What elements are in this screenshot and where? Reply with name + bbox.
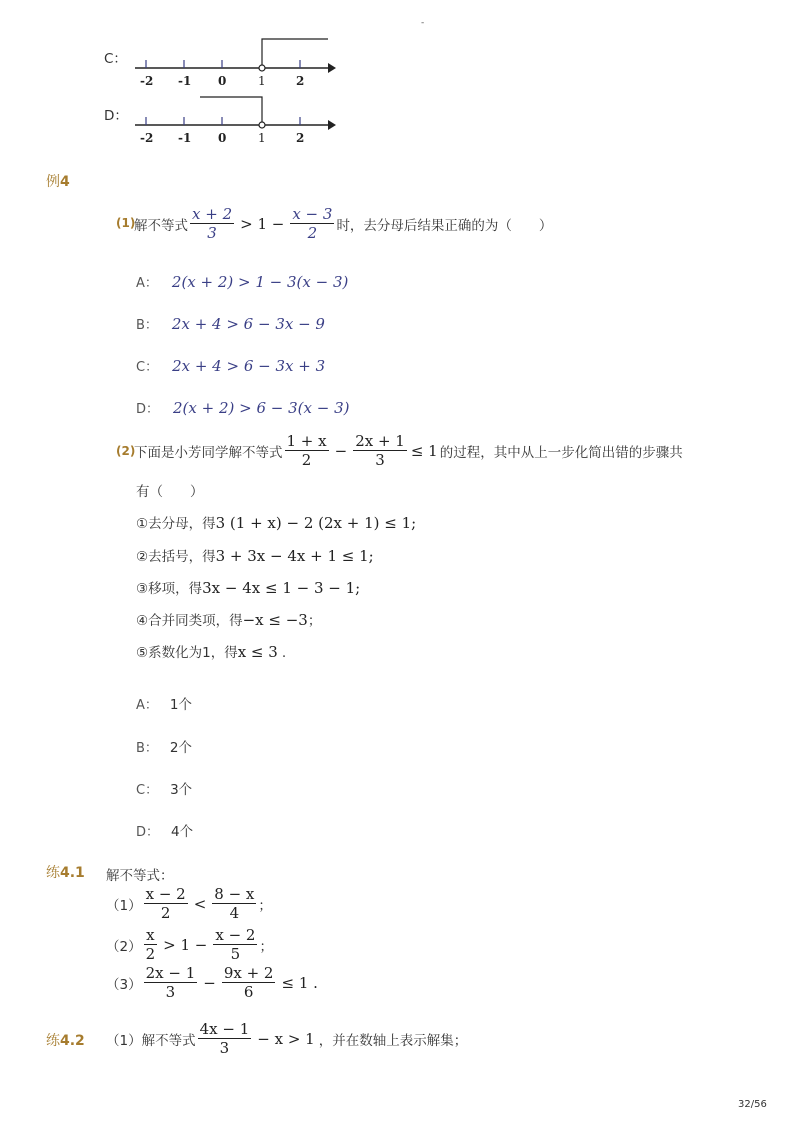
option-letter: B：	[136, 318, 158, 333]
step-math: 3 + 3x − 4x + 1 ≤ 1;	[215, 547, 374, 565]
step-text: ①去分母，得	[136, 516, 216, 532]
denominator: 4	[229, 904, 240, 922]
item-index: （1）	[106, 1032, 142, 1049]
denominator: 3	[219, 1039, 230, 1057]
option-text: 2个	[169, 740, 193, 756]
q2-tail: 的过程，其中从上一步化简出错的步骤共	[439, 444, 683, 461]
practice-4-1-title: 解不等式：	[106, 868, 174, 884]
tag-number: 4.1	[60, 865, 85, 881]
numerator: 4x − 1	[199, 1020, 250, 1038]
practice-4-1-item-1	[106, 885, 272, 922]
numerator: x	[144, 926, 158, 945]
page-number: 32/56	[738, 1099, 767, 1110]
denominator: 6	[243, 983, 254, 1001]
denominator: 2	[160, 904, 171, 922]
option-text: 1个	[169, 697, 192, 713]
step-text: ⑤系数化为1，得	[136, 645, 238, 661]
q2-option-c	[136, 778, 192, 798]
arrow-head	[328, 63, 336, 73]
option-letter: D：	[136, 825, 160, 840]
option-text: 2(x + 2) > 6 − 3(x − 3)	[173, 399, 350, 417]
q2-line-2: 有（ ）	[136, 484, 204, 500]
step-math: −x ≤ −3	[242, 611, 308, 629]
q2-minus: −	[334, 441, 348, 460]
numerator: x − 2	[145, 885, 186, 903]
practice-4-1-heading	[46, 862, 85, 882]
q2-frac-1	[285, 432, 329, 469]
numerator: 2x − 1	[145, 964, 196, 982]
q2-step-4	[136, 609, 321, 629]
step-text: ④合并同类项，得	[136, 613, 243, 629]
tag-prefix: 例	[46, 174, 60, 190]
practice-4-1-item-2	[106, 926, 273, 963]
q1-option-b	[136, 314, 325, 333]
numerator: x + 2	[192, 205, 233, 223]
option-letter: A：	[136, 698, 158, 713]
option-letter: D：	[136, 402, 160, 417]
step-after: ；	[307, 613, 322, 629]
tick-label: -1	[178, 131, 192, 145]
step-math: 3x − 4x ≤ 1 − 3 − 1;	[202, 579, 361, 597]
question-number: (1)	[116, 216, 136, 230]
frac-b	[212, 885, 256, 922]
tag-number: 4	[60, 174, 70, 190]
practice-4-1-item-3	[106, 964, 318, 1001]
tick-label: -2	[140, 74, 154, 88]
tag-number: 4.2	[60, 1033, 85, 1049]
q2-lead: 下面是小芳同学解不等式	[134, 444, 283, 461]
practice-4-2-item-1	[106, 1020, 467, 1057]
q2-frac-2	[353, 432, 407, 469]
frac-b	[213, 926, 257, 963]
q1-tail: 时，去分母后结果正确的为（ ）	[336, 217, 553, 234]
item-tail: ，并在数轴上表示解集；	[318, 1032, 468, 1049]
denominator: 2	[307, 224, 318, 242]
denominator: 3	[207, 224, 217, 242]
option-letter: B：	[136, 741, 158, 756]
option-letter: A：	[136, 276, 158, 291]
tick-label: 0	[218, 74, 227, 88]
tick-label: 1	[258, 74, 266, 88]
question-2-stem	[134, 432, 683, 469]
option-text: 2(x + 2) > 1 − 3(x − 3)	[171, 273, 349, 291]
frac-b	[222, 964, 276, 1001]
arrow-head	[328, 120, 336, 130]
numerator: x − 3	[292, 205, 333, 223]
top-mark: -	[421, 18, 425, 28]
frac-a	[144, 964, 198, 1001]
step-text: ③移项，得	[136, 581, 203, 597]
denominator: 3	[165, 983, 176, 1001]
item-end: ；	[259, 938, 273, 955]
q1-frac-1	[190, 205, 234, 242]
numerator: 1 + x	[286, 432, 327, 450]
item-index: （2）	[106, 938, 142, 955]
frac-a	[144, 926, 158, 963]
option-d-label: D：	[104, 108, 128, 124]
q1-option-c	[136, 356, 325, 375]
practice-4-2-heading	[46, 1030, 85, 1050]
question-1-stem	[134, 205, 552, 242]
example-4-heading	[46, 171, 70, 191]
q2-step-1	[136, 512, 416, 532]
q2-step-2	[136, 545, 374, 565]
option-text: 4个	[171, 824, 194, 840]
option-letter: C：	[136, 783, 159, 798]
number-line-d	[130, 88, 340, 153]
frac-a	[144, 885, 188, 922]
tag-prefix: 练	[46, 1033, 60, 1049]
q2-step-5	[136, 641, 286, 661]
tick-label: 0	[218, 131, 227, 145]
item-index: （3）	[106, 976, 142, 993]
solution-bracket	[262, 39, 328, 68]
q1-option-a	[136, 272, 348, 291]
q2-step-3	[136, 577, 360, 597]
option-c-label: C：	[104, 51, 127, 67]
frac	[198, 1020, 252, 1057]
operator: <	[193, 894, 207, 913]
tick-label: 1	[258, 131, 266, 145]
denominator: 2	[301, 451, 312, 469]
item-index: （1）	[106, 897, 142, 914]
numerator: 8 − x	[214, 885, 255, 903]
step-text: ②去括号，得	[136, 549, 216, 565]
tick-label: -1	[178, 74, 192, 88]
tick-label: 2	[296, 74, 305, 88]
question-number: (2)	[116, 444, 136, 458]
q1-mid: > 1 −	[240, 214, 285, 233]
step-after: .	[281, 645, 287, 661]
item-lead: 解不等式	[141, 1032, 196, 1049]
option-text: 3个	[170, 782, 193, 798]
tick-label: 2	[296, 131, 305, 145]
q2-relation: ≤ 1	[410, 441, 438, 460]
option-text: 2x + 4 > 6 − 3x − 9	[171, 315, 325, 333]
step-math: x ≤ 3	[237, 643, 278, 661]
q2-option-b	[136, 736, 192, 756]
operator: > 1 −	[163, 935, 208, 954]
denominator: 2	[145, 945, 156, 963]
item-end: ≤ 1 .	[281, 973, 318, 992]
operator: −	[203, 973, 216, 992]
open-circle	[259, 122, 265, 128]
q1-frac-2	[290, 205, 334, 242]
q2-option-a	[136, 693, 192, 713]
denominator: 5	[230, 945, 241, 963]
number-line-c	[130, 30, 340, 95]
option-letter: C：	[136, 360, 159, 375]
q1-option-d	[136, 398, 349, 417]
numerator: 2x + 1	[355, 432, 405, 450]
open-circle	[259, 65, 265, 71]
option-text: 2x + 4 > 6 − 3x + 3	[172, 357, 326, 375]
numerator: 9x + 2	[223, 964, 274, 982]
relation: − x > 1	[257, 1029, 315, 1048]
step-math: 3 (1 + x) − 2 (2x + 1) ≤ 1;	[215, 514, 417, 532]
denominator: 3	[375, 451, 385, 469]
tick-label: -2	[140, 131, 154, 145]
solution-bracket	[200, 97, 262, 125]
q2-option-d	[136, 820, 193, 840]
q1-lead: 解不等式	[134, 217, 188, 234]
tag-prefix: 练	[46, 865, 60, 881]
numerator: x − 2	[215, 926, 256, 944]
item-end: ；	[258, 897, 272, 914]
